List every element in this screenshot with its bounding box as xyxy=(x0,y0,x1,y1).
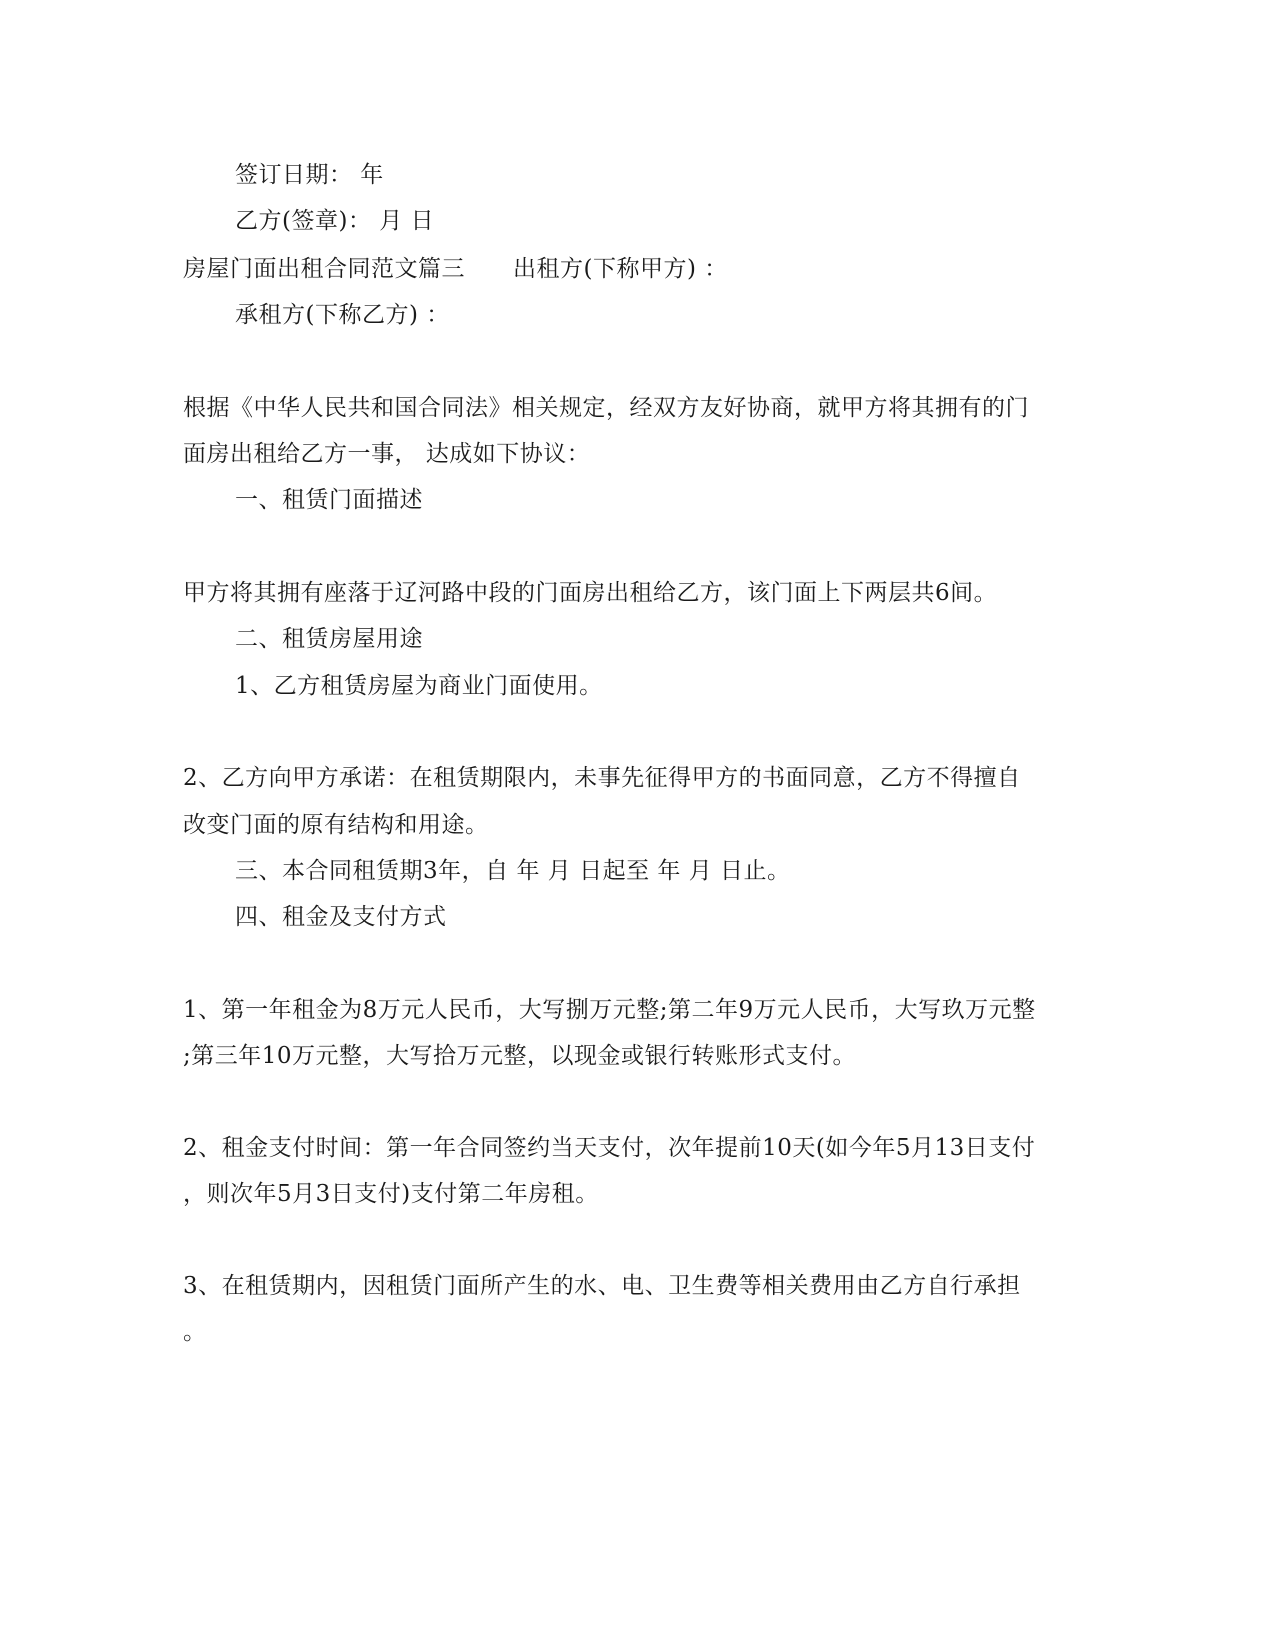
clause-line: 1、乙方租赁房屋为商业门面使用。 xyxy=(235,673,603,699)
paragraph-line: 。 xyxy=(183,1319,207,1345)
lessee-label: 承租方(下称乙方) ： xyxy=(235,302,450,328)
section-heading-4: 四、租金及支付方式 xyxy=(235,904,447,930)
party-b-signature-line: 乙方(签章)： 月 日 xyxy=(235,208,435,234)
signing-date-line: 签订日期： 年 xyxy=(235,162,384,188)
paragraph-line: 1、第一年租金为8万元人民币，大写捌万元整;第二年9万元人民币，大写玖万元整 xyxy=(183,997,1036,1023)
paragraph-line: 甲方将其拥有座落于辽河路中段的门面房出租给乙方，该门面上下两层共6间。 xyxy=(183,580,998,606)
section-heading-1: 一、租赁门面描述 xyxy=(235,487,423,513)
paragraph-line: 3、在租赁期内，因租赁门面所产生的水、电、卫生费等相关费用由乙方自行承担 xyxy=(183,1273,1021,1299)
paragraph-line: ;第三年10万元整，大写拾万元整，以现金或银行转账形式支付。 xyxy=(183,1043,857,1069)
section-title-line xyxy=(183,254,1083,284)
paragraph-line: 根据《中华人民共和国合同法》相关规定，经双方友好协商，就甲方将其拥有的门 xyxy=(183,395,1029,421)
section-heading-2: 二、租赁房屋用途 xyxy=(235,626,423,652)
paragraph-line: 2、租金支付时间：第一年合同签约当天支付，次年提前10天(如今年5月13日支付 xyxy=(183,1135,1036,1161)
section-heading-3: 三、本合同租赁期3年，自 年 月 日起至 年 月 日止。 xyxy=(235,858,791,884)
paragraph-line: 2、乙方向甲方承诺：在租赁期限内，未事先征得甲方的书面同意，乙方不得擅自 xyxy=(183,765,1021,791)
paragraph-line: 改变门面的原有结构和用途。 xyxy=(183,812,489,838)
paragraph-line: 面房出租给乙方一事， 达成如下协议： xyxy=(183,441,591,467)
lessor-label: 出租方(下称甲方) ： xyxy=(513,256,728,282)
paragraph-line: ，则次年5月3日支付)支付第二年房租。 xyxy=(183,1181,599,1207)
contract-title: 房屋门面出租合同范文篇三 xyxy=(183,256,465,282)
